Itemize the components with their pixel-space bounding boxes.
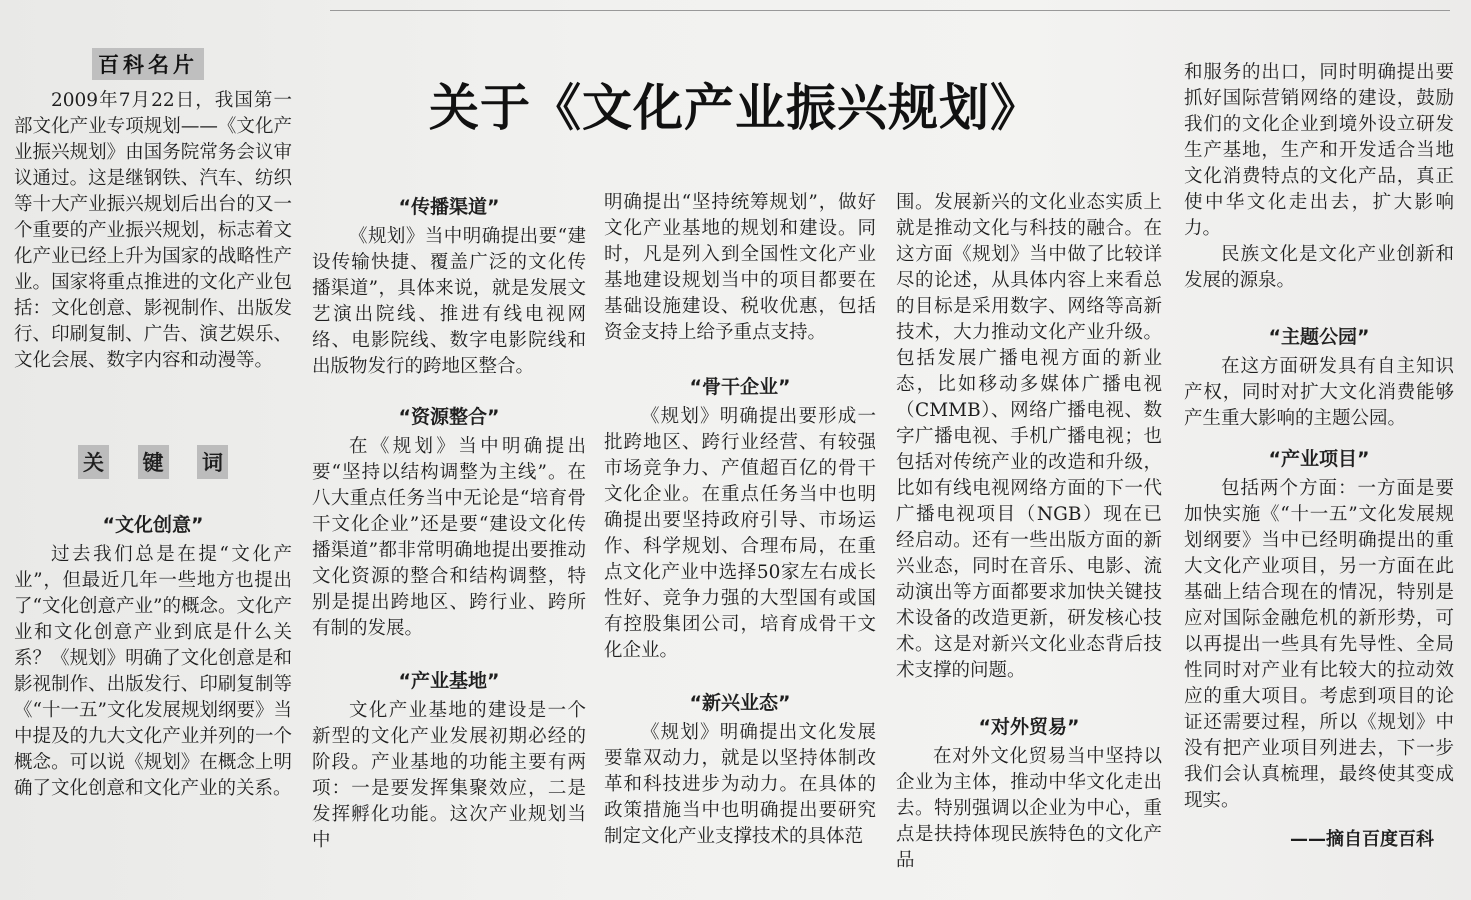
section-title-trade: “对外贸易”	[978, 716, 1080, 738]
section-title-creativity: “文化创意”	[102, 514, 204, 536]
column-2	[312, 194, 586, 854]
keyword-char: 关	[78, 445, 109, 479]
article-title: 关于《文化产业振兴规划》	[429, 79, 1041, 137]
section-text-trade: 在对外文化贸易当中坚持以企业为主体，推动中华文化走出去。特别强调以企业为中心，重点是扶持体现民族特色的文化产品	[896, 746, 1162, 871]
section-text-backbone: 《规划》明确提出要形成一批跨地区、跨行业经营、有较强市场竞争力、产值超百亿的骨干文化企业。在重点任务当中也明确提出要坚持政府引导、市场运作、科学规划、合理布局，在重点文化产业中选择50家左右成长性好、竞争力强的大型国有或国有控股集团公司，培育成骨干文化企业。	[604, 406, 876, 661]
section-title-channels: “传播渠道”	[398, 196, 500, 218]
section-text-integration: 在《规划》当中明确提出要“坚持以结构调整为主线”。在八大重点任务当中无论是“培育骨干文化企业”还是要“建设文化传播渠道”都非常明确地提出要推动文化资源的整合和结构调整，特别是提出跨地区、跨行业、跨所有制的发展。	[312, 436, 586, 639]
column-4	[896, 190, 1162, 874]
column-5	[1184, 60, 1454, 814]
column-3	[604, 190, 876, 850]
section-text-theme-parks: 在这方面研发具有自主知识产权，同时对扩大文化消费能够产生重大影响的主题公园。	[1184, 356, 1454, 429]
source-attribution: ——摘自百度百科	[1290, 829, 1434, 850]
section-title-backbone: “骨干企业”	[689, 376, 791, 398]
section-text-creativity: 过去我们总是在提“文化产业”，但最近几年一些地方也提出了“文化创意产业”的概念。文化产业和文化创意产业到底是什么关系？《规划》明确了文化创意是和影视制作、出版发行、印刷复制等《“十一五”文化发展规划纲要》当中提及的九大文化产业并列的一个概念。可以说《规划》在概念上明确了文化创意和文化产业的关系。	[14, 544, 292, 799]
section-text-emerging: 《规划》明确提出文化发展要靠双动力，就是以坚持体制改革和科技进步为动力。在具体的政策措施当中也明确提出要研究制定文化产业支撑技术的具体范	[604, 722, 876, 847]
section-text-national-culture: 民族文化是文化产业创新和发展的源泉。	[1184, 244, 1454, 291]
keyword-char: 词	[197, 445, 228, 479]
section-text-channels: 《规划》当中明确提出要“建设传输快捷、覆盖广泛的文化传播渠道”，具体来说，就是发展文艺演出院线、推进有线电视网络、电影院线、数字电影院线和出版物发行的跨地区整合。	[312, 226, 586, 377]
section-title-integration: “资源整合”	[398, 406, 500, 428]
section-text-trade-cont: 和服务的出口，同时明确提出要抓好国际营销网络的建设，鼓励我们的文化企业到境外设立研发生产基地，生产和开发适合当地文化消费特点的文化产品，真正使中华文化走出去，扩大影响力。	[1184, 62, 1454, 239]
keyword-header	[78, 444, 228, 480]
keyword-char: 键	[138, 445, 169, 479]
section-text-bases: 文化产业基地的建设是一个新型的文化产业发展初期必经的阶段。产业基地的功能主要有两项：一是要发挥集聚效应，二是发挥孵化功能。这次产业规划当中	[312, 700, 586, 851]
section-text-projects: 包括两个方面：一方面是要加快实施《“十一五”文化发展规划纲要》当中已经明确提出的重大文化产业项目，另一方面在此基础上结合现在的情况，特别是应对国际金融危机的新形势，可以再提出一些具有先导性、全局性同时对产业有比较大的拉动效应的重大项目。考虑到项目的论证还需要过程，所以《规划》中没有把产业项目列进去，下一步我们会认真梳理，最终使其变成现实。	[1184, 478, 1454, 811]
section-title-projects: “产业项目”	[1268, 448, 1370, 470]
sidebar-intro-text: 2009年7月22日，我国第一部文化产业专项规划——《文化产业振兴规划》由国务院常务会议审议通过。这是继钢铁、汽车、纺织等十大产业振兴规划后出台的又一个重要的产业振兴规划，标志着文化产业已经上升为国家的战略性产业。国家将重点推进的文化产业包括：文化创意、影视制作、出版发行、印刷复制、广告、演艺娱乐、文化会展、数字内容和动漫等。	[14, 90, 292, 371]
encyclopedia-badge: 百科名片	[92, 48, 204, 80]
sidebar-column	[14, 88, 292, 374]
section-title-emerging: “新兴业态”	[689, 692, 791, 714]
section-title-bases: “产业基地”	[398, 670, 500, 692]
section-text-bases-cont: 明确提出“坚持统筹规划”，做好文化产业基地的规划和建设。同时，凡是列入到全国性文化产业基地建设规划当中的项目都要在基础设施建设、税收优惠，包括资金支持上给予重点支持。	[604, 192, 876, 343]
section-title-theme-parks: “主题公园”	[1268, 326, 1370, 348]
section-text-emerging-cont: 围。发展新兴的文化业态实质上就是推动文化与科技的融合。在这方面《规划》当中做了比较详尽的论述，从具体内容上来看总的目标是采用数字、网络等高新技术，大力推动文化产业升级。包括发展广播电视方面的新业态，比如移动多媒体广播电视（CMMB）、网络广播电视、数字广播电视、手机广播电视；也包括对传统产业的改造和升级，比如有线电视网络方面的下一代广播电视项目（NGB）现在已经启动。还有一些出版方面的新兴业态，同时在音乐、电影、流动演出等方面都要求加快关键技术设备的改造更新，研发核心技术。这是对新兴文化业态背后技术支撑的问题。	[896, 192, 1162, 681]
sidebar-section	[14, 512, 292, 802]
top-rule	[330, 10, 1450, 11]
